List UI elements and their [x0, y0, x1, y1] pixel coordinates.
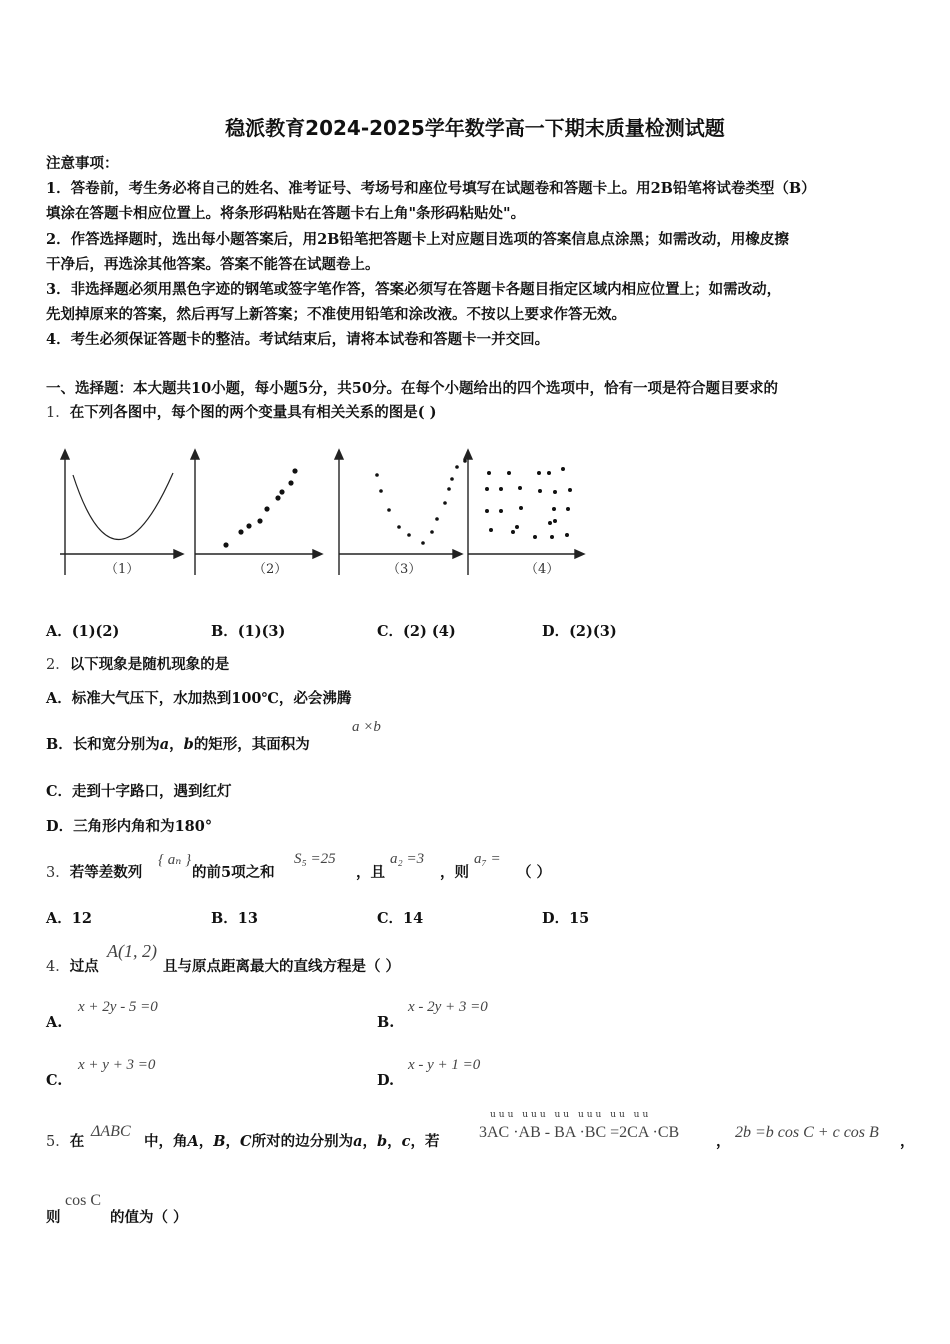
fig2-y-arrow — [191, 450, 199, 459]
q3-text-mid2: ，且 — [356, 864, 385, 881]
q4-point-formula: A(1, 2) — [107, 941, 157, 961]
q5-line2-pre: 则 — [46, 1209, 61, 1226]
fig2-point — [264, 506, 269, 511]
question-number: 4． — [46, 959, 70, 975]
q5-text-2: 所对的边分别为 — [251, 1133, 354, 1150]
fig3-point — [430, 530, 434, 534]
fig4-point — [566, 507, 570, 511]
notice-line-6: 先划掉原来的答案，然后再写上新答案；不准使用铅笔和涂改液。不按以上要求作答无效。 — [46, 306, 626, 323]
fig1-y-arrow — [61, 450, 69, 459]
fig4-point — [552, 507, 556, 511]
q5-side-c: c — [401, 1133, 411, 1150]
question-1 — [46, 401, 437, 422]
fig2-point — [257, 518, 262, 523]
fig4-point — [553, 490, 557, 494]
fig4-point — [515, 525, 519, 529]
fig3-point — [450, 477, 454, 481]
fig4-point — [548, 521, 552, 525]
fig3-point — [387, 508, 391, 512]
q1-option-d[interactable]: D．(2)(3) — [542, 623, 617, 640]
question-2 — [46, 653, 229, 674]
notice-heading: 注意事项： — [46, 155, 119, 172]
fig3-points — [375, 459, 467, 545]
question-number: 2． — [46, 657, 70, 673]
q2-b-prefix: B．长和宽分别为 — [46, 736, 160, 753]
notice-line-7: 4．考生必须保证答题卡的整洁。考试结束后，请将本试卷和答题卡一并交回。 — [46, 331, 550, 348]
fig3-point — [443, 501, 447, 505]
fig1-label: （1） — [105, 562, 140, 577]
fig4-point — [561, 467, 565, 471]
notice-line-5: 3．非选择题必须用黑色字迹的钢笔或签字笔作答，答案必须写在答题卡各题目指定区域内相应位置上；如需改动， — [46, 281, 782, 298]
fig3-point — [407, 533, 411, 537]
fig3-point — [435, 517, 439, 521]
q1-option-b[interactable]: B．(1)(3) — [211, 623, 286, 640]
q5-vector-arrows: uuu uuu uu uuu uu uu — [490, 1110, 652, 1120]
q4-text-post: 且与原点距离最大的直线方程是（ ） — [163, 958, 401, 975]
fig3-point — [397, 525, 401, 529]
fig4-point — [550, 535, 554, 539]
fig2-label: （2） — [253, 562, 288, 577]
fig3-point — [463, 459, 467, 463]
q2-b-var-a: a — [159, 736, 170, 753]
q5-sep: ， — [716, 1133, 731, 1150]
fig4-point — [489, 528, 493, 532]
q5-side-a: a — [353, 1133, 363, 1150]
q3-a2-formula: a₂ =3 — [390, 851, 425, 867]
question-number: 5． — [46, 1134, 70, 1150]
fig2-point — [279, 489, 284, 494]
q2-option-c[interactable]: C．走到十字路口，遇到红灯 — [46, 783, 232, 800]
fig2-point — [238, 529, 243, 534]
q2-option-a[interactable]: A．标准大气压下，水加热到100℃，必会沸腾 — [46, 690, 352, 707]
question-number: 3． — [46, 865, 70, 881]
fig2-x-arrow — [313, 550, 322, 558]
fig4-point — [511, 530, 515, 534]
q4-option-b[interactable]: B. — [377, 1014, 395, 1031]
notice-line-2: 填涂在答题卡相应位置上。将条形码粘贴在答题卡右上角"条形码粘贴处"。 — [46, 205, 526, 222]
q5-comma: ， — [900, 1133, 915, 1150]
question-4 — [46, 955, 99, 976]
question-number: 1． — [46, 405, 70, 421]
page-title: 稳派教育2024-2025学年数学高一下期末质量检测试题 — [225, 116, 725, 140]
question-text-pre: 在 — [69, 1133, 85, 1150]
fig4-point — [537, 471, 541, 475]
fig4-points — [485, 467, 572, 539]
fig3-point — [421, 541, 425, 545]
fig4-point — [518, 486, 522, 490]
question-text: 以下现象是随机现象的是 — [69, 656, 230, 673]
q3-text-post: （ ） — [517, 864, 552, 881]
fig4-point — [507, 471, 511, 475]
fig4-point — [538, 489, 542, 493]
q5-text: 中，角A，B，C所对的边分别为a，b，c，若 — [144, 1133, 440, 1150]
scatter-figures — [55, 445, 595, 580]
q5-triangle: ΔABC — [91, 1123, 131, 1140]
q5-vector-equation: 3AC ·AB - BA ·BC =2CA ·CB — [479, 1124, 680, 1141]
fig3-point — [447, 487, 451, 491]
q2-option-b[interactable] — [46, 733, 310, 754]
q1-option-c[interactable]: C．(2) (4) — [377, 623, 456, 640]
fig4-point — [485, 487, 489, 491]
q4-option-c-eq: x + y + 3 =0 — [78, 1057, 156, 1073]
fig3-point — [375, 473, 379, 477]
fig4-point — [519, 506, 523, 510]
fig3-y-arrow — [335, 450, 343, 459]
q2-b-var-b: b — [183, 736, 194, 753]
fig2-point — [275, 495, 280, 500]
fig1-curve — [73, 473, 173, 540]
section-heading: 一、选择题：本大题共10小题，每小题5分，共50分。在每个小题给出的四个选项中，恰有一项是符合题目要求的 — [46, 380, 778, 397]
fig2-points — [223, 468, 297, 547]
fig4-point — [487, 471, 491, 475]
fig1-x-arrow — [174, 550, 183, 558]
fig2-point — [292, 468, 297, 473]
q5-angle-b: B — [213, 1133, 226, 1150]
fig3-point — [455, 465, 459, 469]
q4-option-d-eq: x - y + 1 =0 — [408, 1057, 481, 1073]
fig4-point — [499, 509, 503, 513]
fig4-point — [553, 519, 557, 523]
fig2-point — [288, 480, 293, 485]
q2-b-formula: a ×b — [352, 719, 381, 735]
fig4-point — [568, 488, 572, 492]
q5-angle-a: A — [187, 1133, 199, 1150]
q5-text-1: 中，角 — [144, 1133, 188, 1150]
q3-sequence-formula: { aₙ } — [158, 852, 192, 868]
question-text: 在下列各图中，每个图的两个变量具有相关关系的图是( ) — [69, 404, 437, 421]
q3-text-mid: 的前5项之和 — [192, 864, 275, 881]
fig2-point — [246, 523, 251, 528]
q5-angle-c: C — [240, 1133, 252, 1150]
q4-option-c[interactable]: C. — [46, 1072, 63, 1089]
q4-option-d[interactable]: D. — [377, 1072, 395, 1089]
q3-option-a[interactable]: A．12 — [46, 910, 92, 927]
question-text-pre: 过点 — [69, 958, 99, 975]
notice-line-3: 2．作答选择题时，选出每小题答案后，用2B铅笔把答题卡上对应题目选项的答案信息点涂黑；如需改动，用橡皮擦 — [46, 231, 789, 248]
notice-line-1: 1．答卷前，考生务必将自己的姓名、准考证号、考场号和座位号填写在试题卷和答题卡上。用2B铅笔将试卷类型（B） — [46, 180, 816, 197]
q2-b-sep: ， — [169, 736, 184, 753]
q4-option-a-eq: x + 2y - 5 =0 — [78, 999, 158, 1015]
fig3-x-arrow — [453, 550, 462, 558]
q4-option-a[interactable]: A. — [46, 1014, 63, 1031]
fig4-point — [485, 509, 489, 513]
fig2-point — [223, 542, 228, 547]
question-3 — [46, 861, 142, 882]
fig4-point — [565, 533, 569, 537]
q3-sum-formula: S₅ =25 — [294, 851, 336, 867]
q2-option-d[interactable]: D．三角形内角和为180° — [46, 818, 213, 835]
q1-option-a[interactable]: A．(1)(2) — [46, 623, 120, 640]
q5-cosc: cos C — [65, 1192, 101, 1209]
q3-text-mid3: ，则 — [440, 864, 469, 881]
fig4-label: （4） — [525, 562, 560, 577]
q3-a7-formula: a₇ = — [474, 851, 501, 867]
q2-b-suffix: 的矩形，其面积为 — [193, 736, 310, 753]
q5-text-3: ，若 — [410, 1133, 440, 1150]
q3-option-b[interactable]: B．13 — [211, 910, 258, 927]
fig3-label: （3） — [387, 562, 422, 577]
question-text-pre: 若等差数列 — [69, 864, 143, 881]
fig3-point — [379, 489, 383, 493]
fig4-x-arrow — [575, 550, 584, 558]
fig4-point — [499, 487, 503, 491]
fig4-point — [547, 471, 551, 475]
q5-cos-equation: 2b =b cos C + c cos B — [735, 1124, 879, 1141]
q4-option-b-eq: x - 2y + 3 =0 — [408, 999, 488, 1015]
q5-line2-post: 的值为（ ） — [110, 1209, 188, 1226]
fig4-point — [533, 535, 537, 539]
q5-side-b: b — [376, 1133, 388, 1150]
notice-line-4: 干净后，再选涂其他答案。答案不能答在试题卷上。 — [46, 256, 380, 273]
question-5 — [46, 1130, 84, 1151]
q3-option-d[interactable]: D．15 — [542, 910, 590, 927]
q3-option-c[interactable]: C．14 — [377, 910, 424, 927]
fig4-y-arrow — [464, 450, 472, 459]
